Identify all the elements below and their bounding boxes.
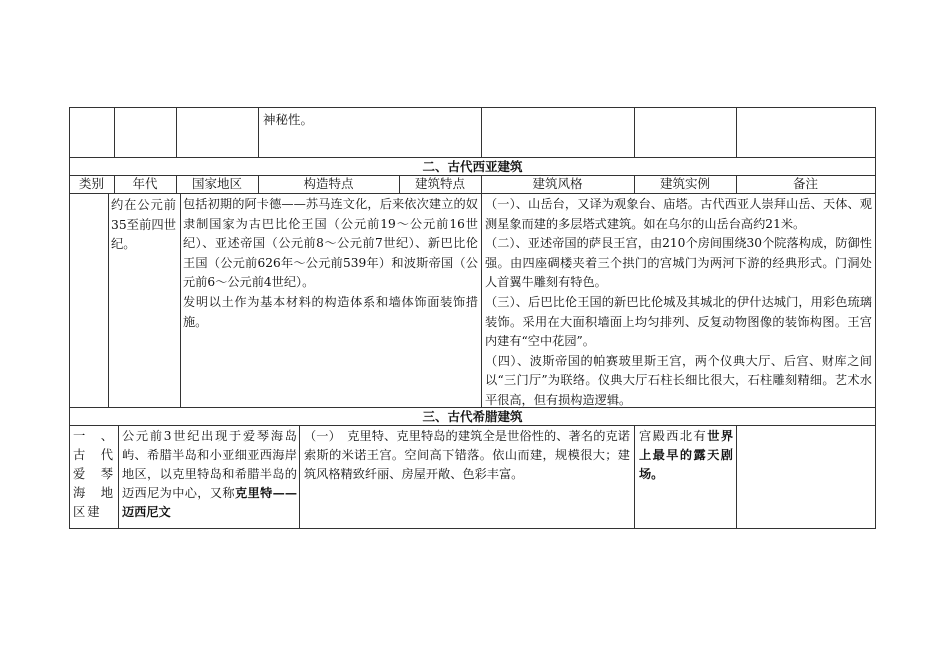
col-divider <box>736 107 737 157</box>
header-examples: 建筑实例 <box>659 176 710 191</box>
row-divider <box>69 157 876 158</box>
table-bottom-border <box>69 528 876 529</box>
header-category: 类别 <box>78 176 104 191</box>
west-asia-style-para-2: （二）、亚述帝国的萨艮王宫，由210个房间围绕30个院落构成，防御性强。由四座碉楼夹着三个拱门的宫城门为两河下游的经典形式。门洞处人首翼牛雕刻有特色。 <box>485 236 872 290</box>
header-style: 建筑风格 <box>532 176 583 191</box>
row-divider <box>69 193 876 194</box>
greek-region <box>122 427 297 522</box>
col-divider <box>634 107 635 157</box>
col-divider <box>299 425 300 528</box>
row-divider <box>69 425 876 426</box>
col-divider <box>176 107 177 157</box>
col-divider <box>481 107 482 157</box>
greek-region-text: 公元前3世纪出现于爱琴海岛屿、希腊半岛和小亚细亚西海岸地区，以克里特岛和希腊半岛的迈西尼为中心，又称 <box>122 429 297 500</box>
west-asia-style-para-1: （一）、山岳台，又译为观象台、庙塔。古代西亚人崇拜山岳、天体、观测星象而建的多层塔式建筑。如在乌尔的山岳台高约21米。 <box>485 197 872 231</box>
structure-cell-continued: 神秘性。 <box>263 112 314 127</box>
greek-region-bold: 克里特——迈西尼文 <box>122 486 297 519</box>
header-structure: 构造特点 <box>303 176 354 191</box>
greek-example-bold-1: 世 <box>707 429 721 443</box>
col-divider <box>114 107 115 157</box>
west-asia-style <box>485 195 872 411</box>
col-divider <box>118 425 119 528</box>
west-asia-structure-para-1: 包括初期的阿卡德——苏马连文化，后来依次建立的奴隶制国家为古巴比伦王国（公元前19～公元前16世纪）、亚述帝国（公元前8～公元前7世纪）、新巴比伦王国（公元前626年～公元前539年）和波斯帝国（公元前6～公元前4世纪）。 <box>183 197 478 290</box>
col-divider <box>736 425 737 528</box>
greek-style: （一） 克里特、克里特岛的建筑全是世俗性的、著名的克诺索斯的米诺王宫。空间高下错落。依山而建，规模很大；建筑风格精致纤丽、房屋开敞、色彩丰富。 <box>304 429 630 481</box>
col-divider <box>258 107 259 157</box>
west-asia-style-para-3: （三）、后巴比伦王国的新巴比伦城及其城北的伊什达城门，用彩色琉璃装饰。采用在大面积墙面上均匀排列、反复动物图像的装饰构图。王宫内建有“空中花园”。 <box>485 294 872 349</box>
header-region: 国家地区 <box>191 176 242 191</box>
col-divider <box>108 193 109 407</box>
header-era: 年代 <box>132 176 158 191</box>
section-title-greece: 三、古代希腊建筑 <box>422 409 523 424</box>
table-top-border <box>69 107 876 108</box>
greek-example <box>639 427 733 484</box>
header-building-features: 建筑特点 <box>414 176 465 191</box>
west-asia-era: 约在公元前35至前四世纪。 <box>111 198 176 252</box>
greek-category: 一、古代爱琴海地区建 <box>73 429 115 519</box>
greek-example-bold-2: 界上最早的露天剧场。 <box>639 429 734 481</box>
west-asia-structure <box>183 195 478 332</box>
col-divider <box>634 425 635 528</box>
west-asia-style-para-4: （四）、波斯帝国的帕赛玻里斯王宫，两个仪典大厅、后宫、财库之间以“三门厅”为联络。仪典大厅石柱长细比很大，石柱雕刻精细。艺术水平很高，但有损构造逻辑。 <box>485 353 872 407</box>
col-divider <box>481 193 482 407</box>
col-divider <box>180 193 181 407</box>
header-notes: 备注 <box>792 176 818 191</box>
section-title-west-asia: 二、古代西亚建筑 <box>422 159 523 174</box>
west-asia-structure-para-2: 发明以土作为基本材料的构造体系和墙体饰面装饰措施。 <box>183 294 478 329</box>
greek-example-text: 宫殿西北有 <box>639 429 708 443</box>
